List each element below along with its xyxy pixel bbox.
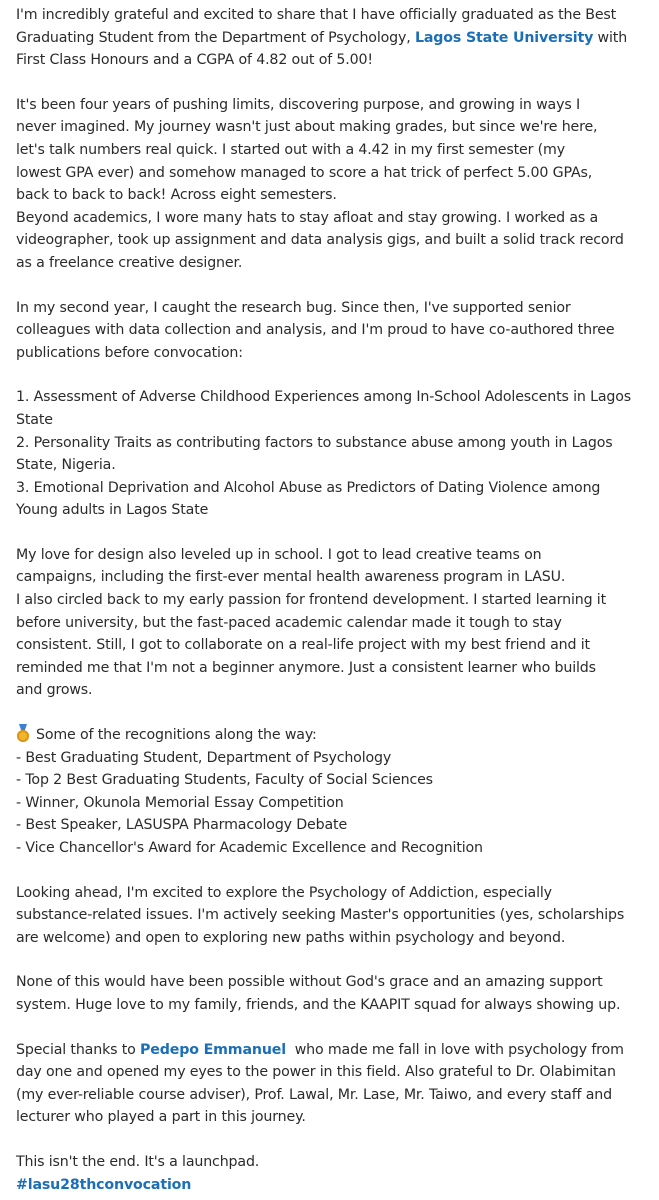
text-line: as a freelance creative designer.	[16, 254, 243, 271]
text-line: I'm incredibly grateful and excited to share that I have officially graduated as the Best	[16, 7, 617, 23]
recognition-item: - Top 2 Best Graduating Students, Faculty of Social Sciences	[16, 772, 433, 789]
text-line: videographer, took up assignment and data analysis gigs, and built a solid track record	[16, 232, 624, 249]
text-line: It's been four years of pushing limits, discovering purpose, and growing in ways I	[16, 96, 580, 113]
text-line: substance-related issues. I'm actively seeking Master's opportunities (yes, scholarships	[16, 907, 625, 924]
text-line: lecturer who played a part in this journey.	[16, 1109, 306, 1126]
recognitions-heading	[16, 724, 645, 747]
text-line: before university, but the fast-paced academic calendar made it tough to stay	[16, 614, 562, 631]
journey-paragraph	[16, 94, 645, 275]
thanks-paragraph	[16, 1039, 645, 1129]
text-line: In my second year, I caught the research bug. Since then, I've supported senior	[16, 299, 571, 316]
design-paragraph	[16, 544, 645, 702]
text-line: day one and opened my eyes to the power in this field. Also grateful to Dr. Olabimitan	[16, 1064, 616, 1081]
text-line: system. Huge love to my family, friends, and the KAAPIT squad for always showing up.	[16, 996, 621, 1013]
intro-paragraph	[16, 4, 645, 72]
publication-line: Young adults in Lagos State	[16, 502, 209, 519]
recognition-item: - Best Speaker, LASUSPA Pharmacology Debate	[16, 817, 348, 834]
recognition-item: - Vice Chancellor's Award for Academic Excellence and Recognition	[16, 840, 483, 856]
text-line	[16, 27, 645, 50]
text-span: who made me fall in love with psychology from	[285, 1041, 624, 1058]
text-line: None of this would have been possible without God's grace and an amazing support	[16, 974, 603, 991]
text-line: and grows.	[16, 682, 93, 699]
text-line: I also circled back to my early passion for frontend development. I started learning it	[16, 592, 607, 609]
text-span: Graduating Student from the Department of Psychology,	[16, 29, 415, 46]
text-line: back to back to back! Across eight semesters.	[16, 187, 337, 204]
text-line: Looking ahead, I'm excited to explore the Psychology of Addiction, especially	[16, 884, 552, 901]
recognition-item: - Best Graduating Student, Department of Psychology	[16, 749, 392, 766]
mention-pedepo-emmanuel[interactable]: Pedepo Emmanuel	[140, 1041, 286, 1058]
gratitude-paragraph	[16, 971, 645, 1016]
mention-lagos-state-university[interactable]: Lagos State University	[414, 29, 594, 46]
hashtag-lasu28thconvocation[interactable]: #lasu28thconvocation	[16, 1176, 192, 1193]
text-line: campaigns, including the first-ever mental health awareness program in LASU.	[16, 569, 566, 586]
publication-line: State	[16, 411, 53, 428]
research-paragraph	[16, 297, 645, 365]
recognitions-heading-text: Some of the recognitions along the way:	[36, 727, 317, 744]
text-line: never imagined. My journey wasn't just about making grades, but since we're here,	[16, 119, 598, 136]
closing-paragraph	[16, 1151, 645, 1196]
text-line: (my ever-reliable course adviser), Prof. Lawal, Mr. Lase, Mr. Taiwo, and every staff and	[16, 1086, 613, 1103]
text-line: First Class Honours and a CGPA of 4.82 out of 5.00!	[16, 52, 373, 69]
publication-line: State, Nigeria.	[16, 457, 116, 474]
closing-line: This isn't the end. It's a launchpad.	[16, 1153, 260, 1170]
publication-line: 3. Emotional Deprivation and Alcohol Abuse as Predictors of Dating Violence among	[16, 479, 601, 496]
publications-list	[16, 386, 645, 522]
recognition-item: - Winner, Okunola Memorial Essay Competition	[16, 794, 344, 811]
looking-ahead-paragraph	[16, 882, 645, 950]
sports-medal-icon	[16, 724, 30, 742]
publication-line: 2. Personality Traits as contributing factors to substance abuse among youth in Lagos	[16, 434, 613, 451]
publication-line: 1. Assessment of Adverse Childhood Experiences among In-School Adolescents in Lagos	[16, 389, 632, 406]
text-line: reminded me that I'm not a beginner anymore. Just a consistent learner who builds	[16, 659, 596, 676]
text-line: are welcome) and open to exploring new paths within psychology and beyond.	[16, 929, 566, 946]
text-line: colleagues with data collection and analysis, and I'm proud to have co-authored three	[16, 322, 615, 339]
text-span: Special thanks to	[16, 1041, 141, 1058]
text-span: with	[593, 29, 628, 46]
text-line: lowest GPA ever) and somehow managed to score a hat trick of perfect 5.00 GPAs,	[16, 164, 593, 181]
text-line: let's talk numbers real quick. I started out with a 4.42 in my first semester (my	[16, 141, 565, 158]
text-line: publications before convocation:	[16, 344, 243, 361]
text-line	[16, 1039, 645, 1062]
text-line: consistent. Still, I got to collaborate on a real-life project with my best friend and it	[16, 637, 590, 654]
text-line: My love for design also leveled up in school. I got to lead creative teams on	[16, 546, 542, 563]
text-line: Beyond academics, I wore many hats to stay afloat and stay growing. I worked as a	[16, 209, 599, 226]
hashtag-line	[16, 1174, 645, 1197]
recognitions-list	[16, 724, 645, 860]
